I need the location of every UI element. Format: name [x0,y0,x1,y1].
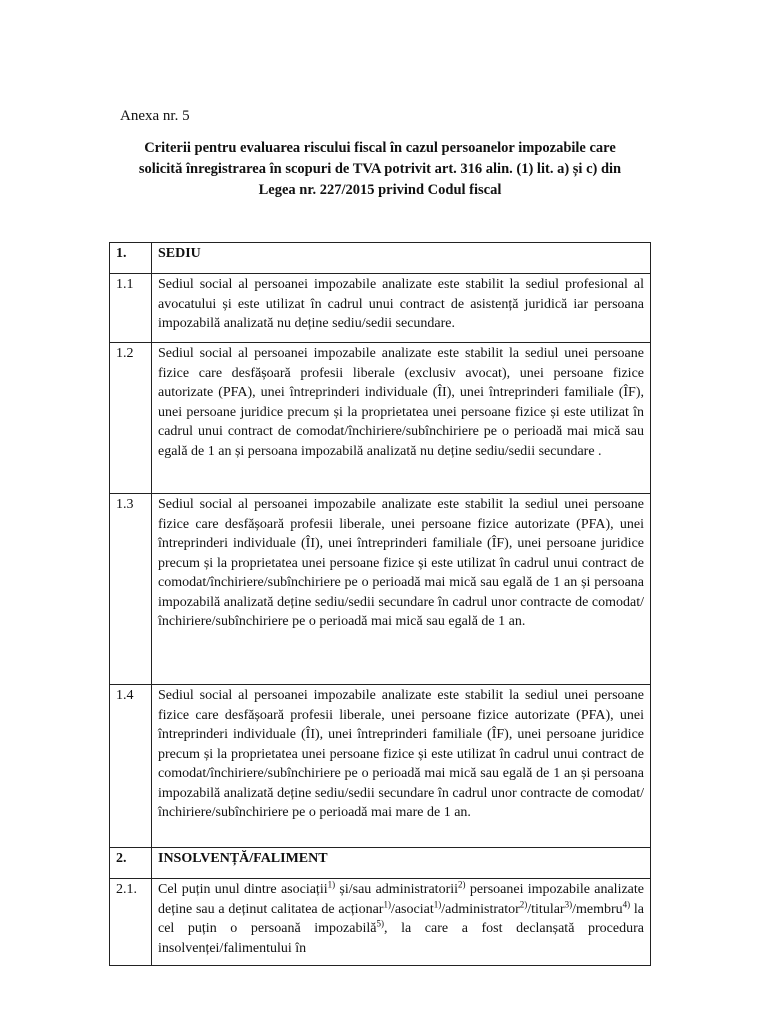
table-row-section-2 [110,848,651,879]
footnote-ref: 1) [433,898,442,909]
table-row-section-1 [110,243,651,274]
table-row [110,879,651,966]
footnote-ref: 1) [327,879,336,890]
title-line-1: Criterii pentru evaluarea riscului fiscal în cazul persoanelor impozabile care [144,140,616,156]
table-row [110,343,651,494]
text-part: Cel puțin unul dintre asociații [158,882,328,897]
text-part: /asociat [390,901,434,917]
footnote-ref: 3) [564,898,573,909]
text-part: /titular [527,901,565,917]
footnote-ref: 4) [622,898,631,909]
row-number: 2.1. [110,879,152,966]
row-number: 1.4 [110,685,152,848]
criterion-text: Sediul social al persoanei impozabile analizate este stabilit la sediul profesional al avocatului și este utilizat în cadrul unui contract de asistență juridică iar persoana impozabilă analizată nu deține sediu/sedii secundare. [152,274,651,343]
criterion-text [152,879,651,966]
text-part: persoanei impozabile analizate deține sau a deținut calitatea de acționar [158,882,644,917]
section-heading: INSOLVENȚĂ/FALIMENT [152,848,651,879]
text-part: /administrator [441,901,520,917]
row-number: 1. [110,243,152,274]
footnote-ref: 2) [458,879,466,890]
title-line-3: Legea nr. 227/2015 privind Codul fiscal [258,182,502,198]
row-number: 1.1 [110,274,152,343]
criterion-text: Sediul social al persoanei impozabile analizate este stabilit la sediul unei persoane fizice care desfășoară profesii liberale, unei persoane fizice autorizate (PFA), unei întreprinderi individuale (ÎI), unei întreprinderi familiale (ÎF), unei persoane juridice precum și la proprietatea unei persoane fizice și este utilizat în cadrul unui contract de comodat/închiriere/subînchiriere pe o perioadă mai mică sau egală de 1 an și persoana impozabilă analizată deține sediu/sedii secundare în cadrul unor contracte de comodat/închiriere/subînchiriere pe o perioadă mai mică sau egală de 1 an. [152,494,651,685]
criterion-text: Sediul social al persoanei impozabile analizate este stabilit la sediul unei persoane fizice care desfășoară profesii liberale (exclusiv avocat), unei persoane fizice autorizate (PFA), unei întreprinderi individuale (ÎI), unei întreprinderi familiale (ÎF), unei persoane juridice precum și la proprietatea unei persoane fizice și este utilizat în cadrul unui contract de comodat/închiriere/subînchiriere pe o perioadă mai mică sau egală de 1 an și persoana impozabilă analizată nu deține sediu/sedii secundare . [152,343,651,494]
document-title [110,138,650,201]
title-line-2: solicită înregistrarea în scopuri de TVA potrivit art. 316 alin. (1) lit. a) și c) din [138,161,622,177]
row-number: 1.3 [110,494,152,685]
table-row [110,685,651,848]
table-row [110,494,651,685]
text-part: /membru [572,901,623,917]
text-part: , la care a fost declanșată procedura insolvenței/falimentului în [158,921,644,956]
footnote-ref: 1) [383,898,391,909]
text-part: și/sau administratorii [335,882,459,897]
footnote-ref: 5) [376,918,384,929]
annex-label: Anexa nr. 5 [120,108,190,124]
row-number: 1.2 [110,343,152,494]
criteria-table [109,242,651,966]
footnote-ref: 2) [519,898,528,909]
row-number: 2. [110,848,152,879]
text-part: la cel puțin o persoană impozabilă [158,901,645,936]
section-heading: SEDIU [152,243,651,274]
criterion-text: Sediul social al persoanei impozabile analizate este stabilit la sediul unei persoane fizice care desfășoară profesii liberale, unei persoane fizice autorizate (PFA), unei întreprinderi individuale (ÎI), unei întreprinderi familiale (ÎF), unei persoane juridice precum și la proprietatea unei persoane fizice și este utilizat în cadrul unui contract de comodat/închiriere/subînchiriere pe o perioadă mai mică sau egală de 1 an și persoana impozabilă analizată deține sediu/sedii secundare în cadrul unor contracte de comodat/închiriere/subînchiriere pe o perioadă mai mare de 1 an. [152,685,651,848]
table-row [110,274,651,343]
